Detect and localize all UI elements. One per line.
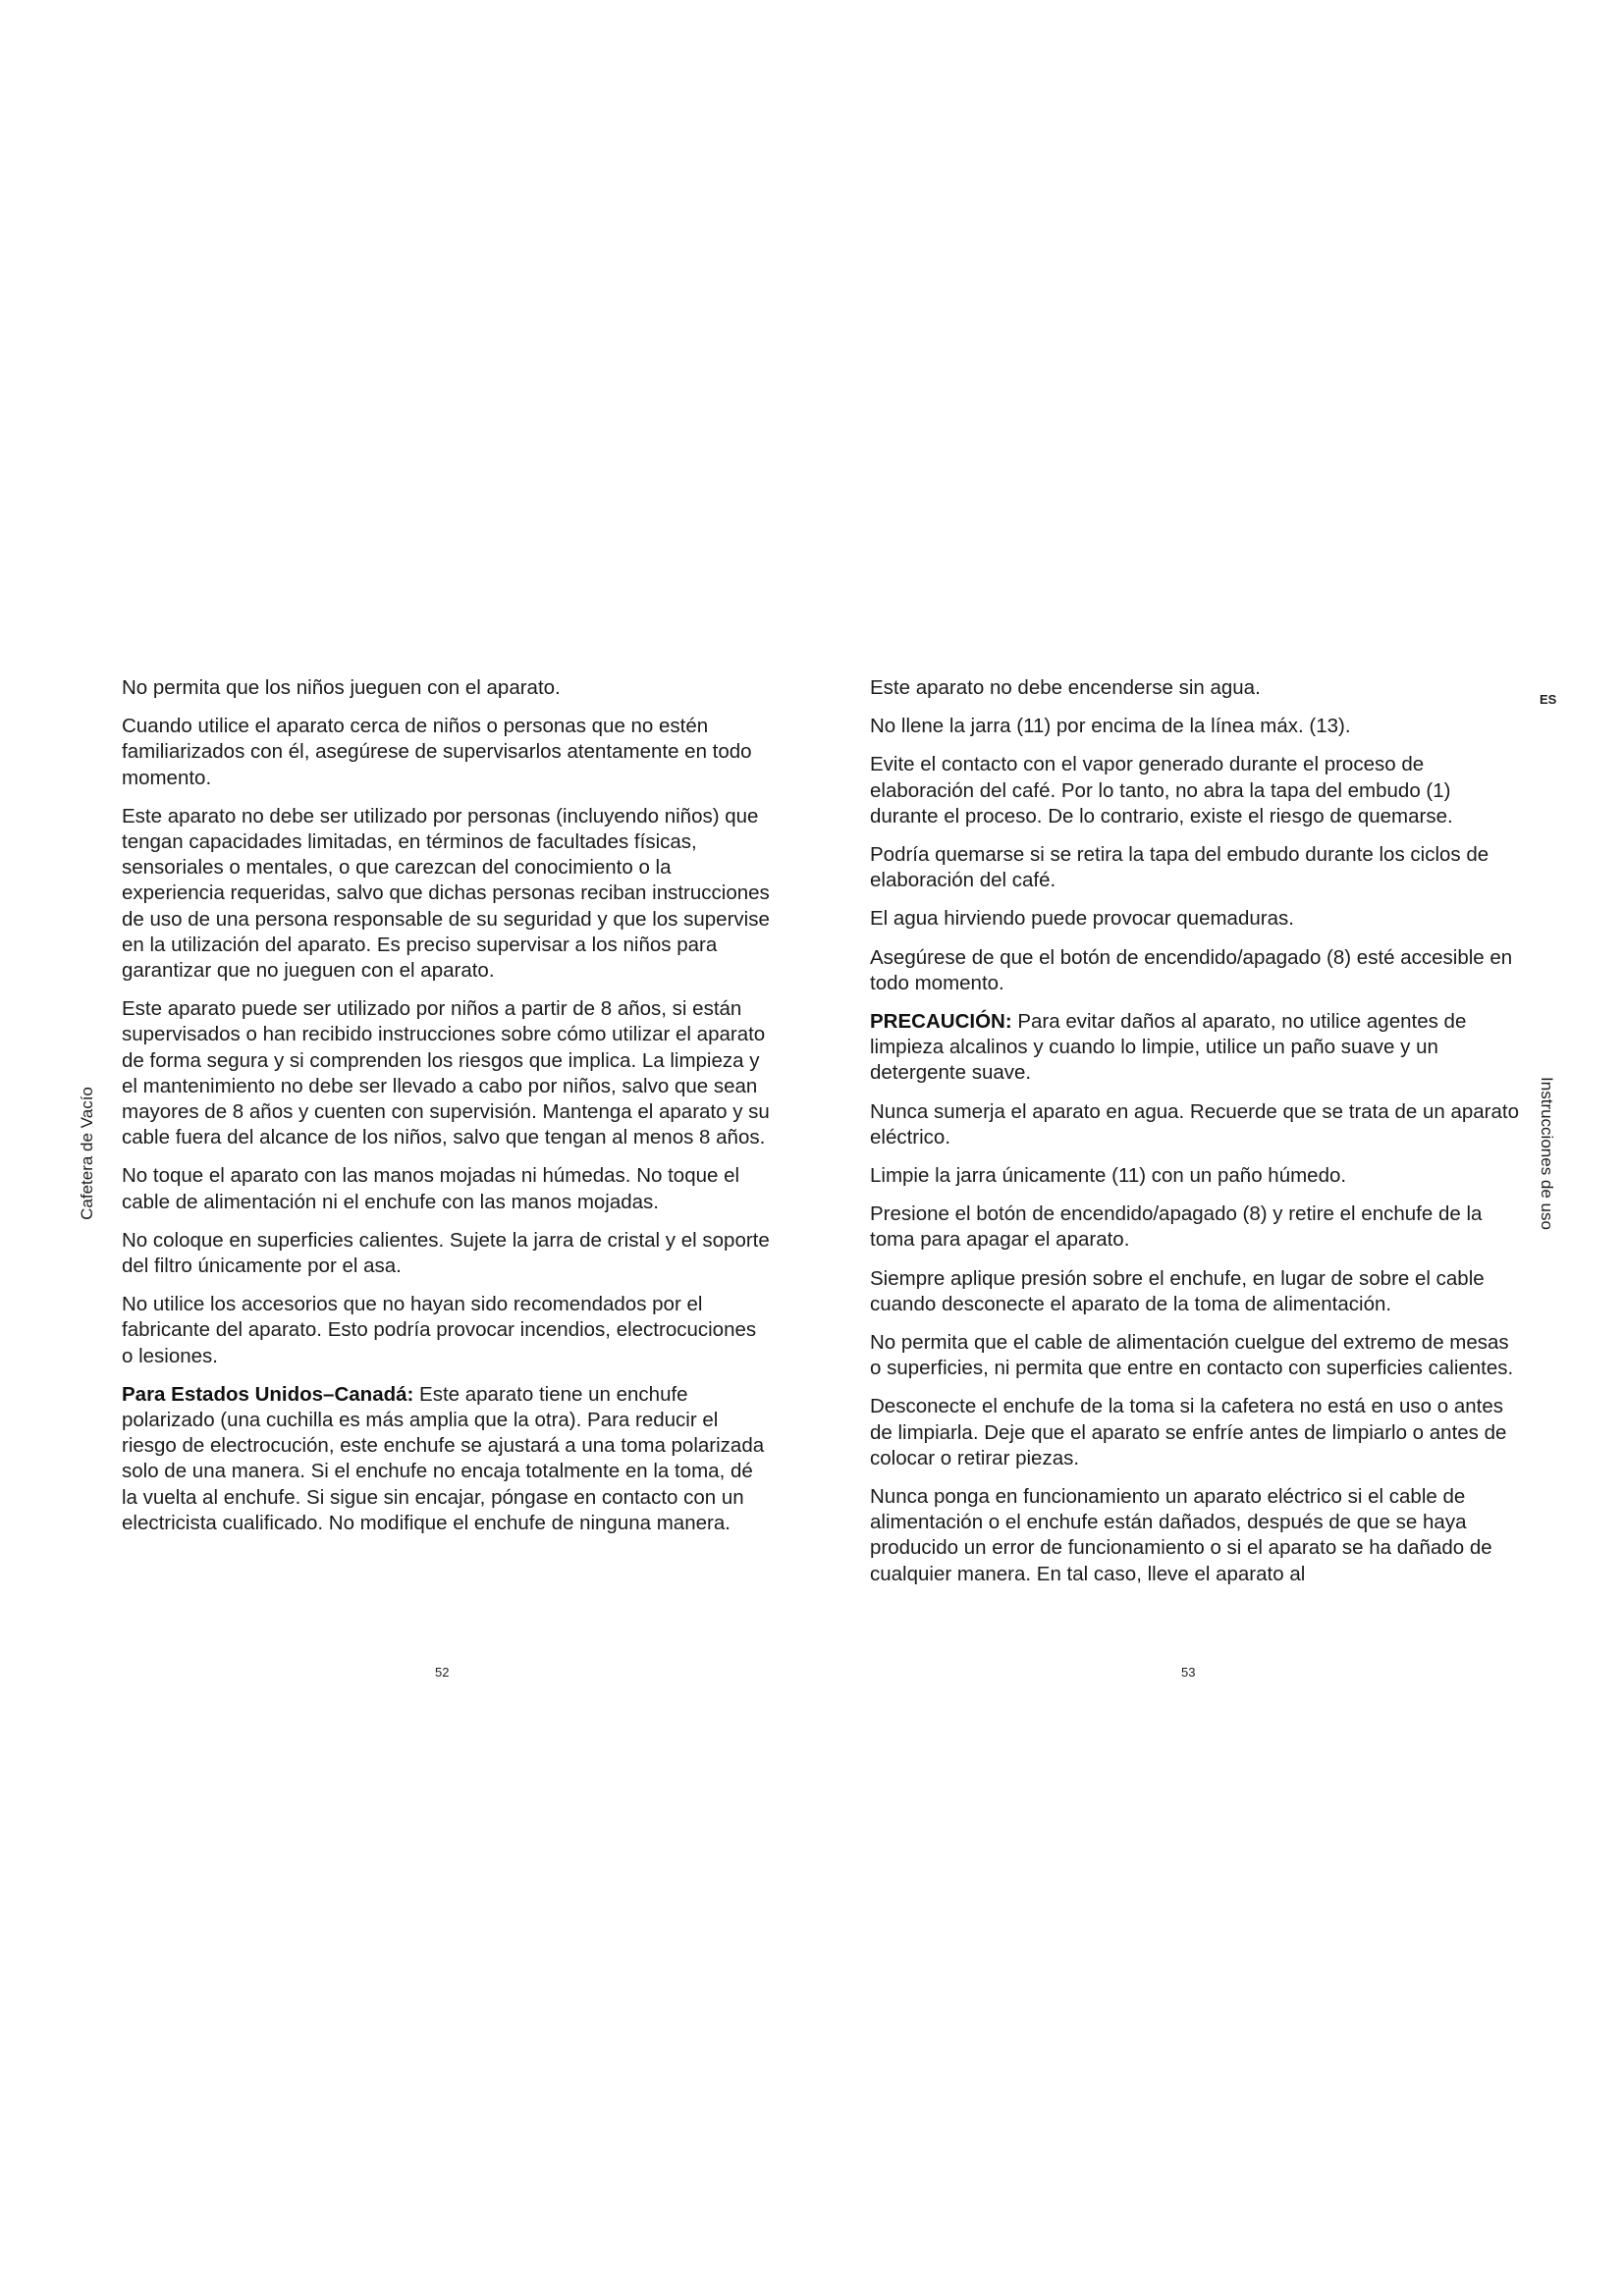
us-canada-paragraph: [122, 1382, 770, 1536]
paragraph: No utilice los accesorios que no hayan sido recomendados por el fabricante del aparato. Esto podría provocar incendios, electrocuciones o lesiones.: [122, 1293, 757, 1367]
paragraph: Presione el botón de encendido/apagado (8) y retire el enchufe de la toma para apagar el aparato.: [870, 1202, 1483, 1252]
us-canada-text: Este aparato tiene un enchufe polarizado (una cuchilla es más amplia que la otra). Para reducir el riesgo de electrocución, este enchufe se ajustará a una toma polarizada solo de una manera. Si el enchufe no encaja totalmente en la toma, dé la vuelta al enchufe. Si sigue sin encajar, póngase en contacto con un electricista cualificado. No modifique el enchufe de ninguna manera.: [122, 1382, 765, 1534]
side-label-left: Cafetera de Vacío: [78, 1087, 96, 1220]
us-canada-label: Para Estados Unidos–Canadá:: [122, 1382, 414, 1406]
paragraph: Siempre aplique presión sobre el enchufe, en lugar de sobre el cable cuando desconecte el aparato de la toma de alimentación.: [870, 1266, 1485, 1315]
paragraph: Nunca ponga en funcionamiento un aparato eléctrico si el cable de alimentación o el enchufe están dañados, después de que se haya producido un error de funcionamiento o si el aparato se ha dañado de cualquier manera. En tal caso, lleve el aparato al: [870, 1485, 1492, 1585]
paragraph: El agua hirviendo puede provocar quemaduras.: [870, 907, 1294, 931]
caution-paragraph: [870, 1009, 1520, 1087]
paragraph: Cuando utilice el aparato cerca de niños o personas que no estén familiarizados con él, asegúrese de supervisarlos atentamente en todo momento.: [122, 715, 752, 789]
paragraph: No llene la jarra (11) por encima de la línea máx. (13).: [870, 715, 1351, 738]
paragraph: Nunca sumerja el aparato en agua. Recuerde que se trata de un aparato eléctrico.: [870, 1099, 1519, 1148]
paragraph: Este aparato no debe ser utilizado por personas (incluyendo niños) que tengan capacidades limitadas, en términos de facultades físicas, sensoriales o mentales, o que carezcan del conocimiento o la experiencia requeridas, salvo que dichas personas reciban instrucciones de uso de una persona responsable de su seguridad y que los supervise en la utilización del aparato. Es preciso supervisar a los niños para garantizar que no jueguen con el aparato.: [122, 804, 770, 983]
paragraph: Limpie la jarra únicamente (11) con un paño húmedo.: [870, 1164, 1347, 1188]
page-number-right: 53: [1181, 1665, 1196, 1680]
language-tag: ES: [1540, 692, 1557, 707]
paragraph: Asegúrese de que el botón de encendido/apagado (8) esté accesible en todo momento.: [870, 945, 1513, 994]
right-page-body: [870, 675, 1520, 1600]
paragraph: Podría quemarse si se retira la tapa del embudo durante los ciclos de elaboración del café.: [870, 843, 1489, 892]
paragraph: Este aparato no debe encenderse sin agua.: [870, 676, 1261, 699]
paragraph: Evite el contacto con el vapor generado durante el proceso de elaboración del café. Por lo tanto, no abra la tapa del embudo (1) durante el proceso. De lo contrario, existe el riesgo de quemarse.: [870, 753, 1453, 828]
side-label-right: Instrucciones de uso: [1538, 1077, 1556, 1230]
page-number-left: 52: [435, 1665, 450, 1680]
paragraph: No toque el aparato con las manos mojadas ni húmedas. No toque el cable de alimentación ni el enchufe con las manos mojadas.: [122, 1164, 740, 1213]
paragraph: Este aparato puede ser utilizado por niños a partir de 8 años, si están supervisados o han recibido instrucciones sobre cómo utilizar el aparato de forma segura y si comprenden los riesgos que implica. La limpieza y el mantenimiento no debe ser llevado a cabo por niños, salvo que sean mayores de 8 años y cuenten con supervisión. Mantenga el aparato y su cable fuera del alcance de los niños, salvo que tengan al menos 8 años.: [122, 997, 770, 1149]
paragraph: No permita que los niños jueguen con el aparato.: [122, 676, 561, 699]
paragraph: No coloque en superficies calientes. Sujete la jarra de cristal y el soporte del filtro únicamente por el asa.: [122, 1228, 770, 1278]
paragraph: Desconecte el enchufe de la toma si la cafetera no está en uso o antes de limpiarla. Deje que el aparato se enfríe antes de limpiarlo o antes de colocar o retirar piezas.: [870, 1395, 1507, 1469]
caution-text: Para evitar daños al aparato, no utilice agentes de limpieza alcalinos y cuando lo limpie, utilice un paño suave y un detergente suave.: [870, 1010, 1467, 1085]
caution-label: PRECAUCIÓN:: [870, 1010, 1012, 1034]
paragraph: No permita que el cable de alimentación cuelgue del extremo de mesas o superficies, ni permita que entre en contacto con superficies calientes.: [870, 1331, 1514, 1380]
left-page-body: [122, 675, 770, 1549]
